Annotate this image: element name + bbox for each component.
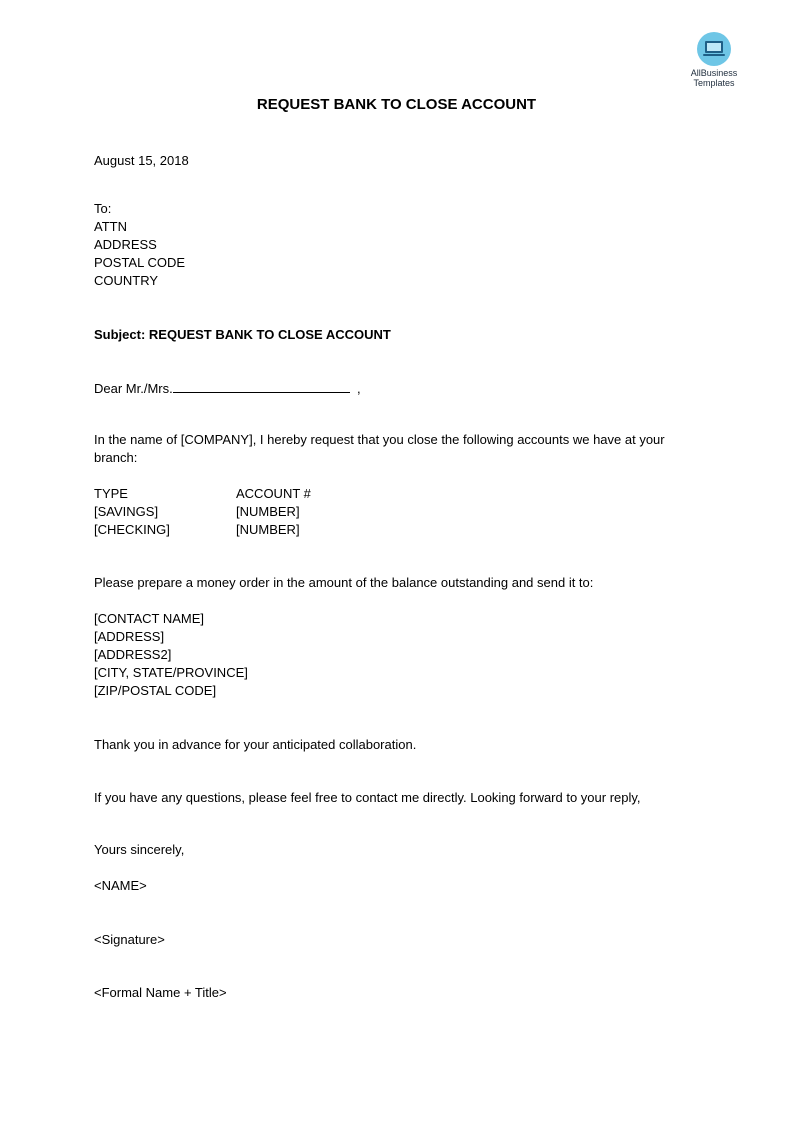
account-row-type: [SAVINGS] xyxy=(94,504,159,519)
money-order-paragraph: Please prepare a money order in the amount of the balance outstanding and send it to: xyxy=(94,575,594,590)
send-to-line: [CONTACT NAME] xyxy=(94,611,205,626)
document-title: REQUEST BANK TO CLOSE ACCOUNT xyxy=(256,96,537,113)
recipient-postal-code: POSTAL CODE xyxy=(94,255,186,270)
name-blank-line xyxy=(173,380,350,393)
account-row-number: [NUMBER] xyxy=(236,522,300,537)
name-placeholder: <NAME> xyxy=(94,878,147,893)
subject-line: Subject: REQUEST BANK TO CLOSE ACCOUNT xyxy=(94,327,391,342)
send-to-line: [ADDRESS] xyxy=(94,629,165,644)
recipient-country: COUNTRY xyxy=(94,273,159,288)
send-to-line: [ZIP/POSTAL CODE] xyxy=(94,683,217,698)
send-to-line: [CITY, STATE/PROVINCE] xyxy=(94,665,248,680)
recipient-to: To: xyxy=(94,201,112,216)
closing-line: Yours sincerely, xyxy=(94,842,185,857)
allbusiness-logo xyxy=(680,32,748,88)
letter-date: August 15, 2018 xyxy=(94,153,189,168)
salutation-prefix: Dear Mr./Mrs. xyxy=(94,381,173,396)
account-row-type: [CHECKING] xyxy=(94,522,170,537)
logo-text xyxy=(680,68,748,88)
accounts-header-type: TYPE xyxy=(94,486,128,501)
thanks-paragraph: Thank you in advance for your anticipated collaboration. xyxy=(94,737,417,752)
questions-paragraph: If you have any questions, please feel free to contact me directly. Looking forward to your reply, xyxy=(94,790,641,805)
accounts-header-number: ACCOUNT # xyxy=(236,486,311,501)
salutation xyxy=(94,380,361,398)
recipient-address: ADDRESS xyxy=(94,237,157,252)
send-to-line: [ADDRESS2] xyxy=(94,647,172,662)
salutation-suffix: , xyxy=(356,381,361,396)
signature-placeholder: <Signature> xyxy=(94,932,165,947)
recipient-attn: ATTN xyxy=(94,219,127,234)
intro-paragraph: In the name of [COMPANY], I hereby request that you close the following accounts we have at your branch: xyxy=(94,432,665,465)
laptop-icon xyxy=(697,32,731,66)
logo-line-2: Templates xyxy=(693,78,735,88)
logo-line-1: AllBusiness xyxy=(690,68,738,78)
formal-name-placeholder: <Formal Name + Title> xyxy=(94,985,227,1000)
account-row-number: [NUMBER] xyxy=(236,504,300,519)
